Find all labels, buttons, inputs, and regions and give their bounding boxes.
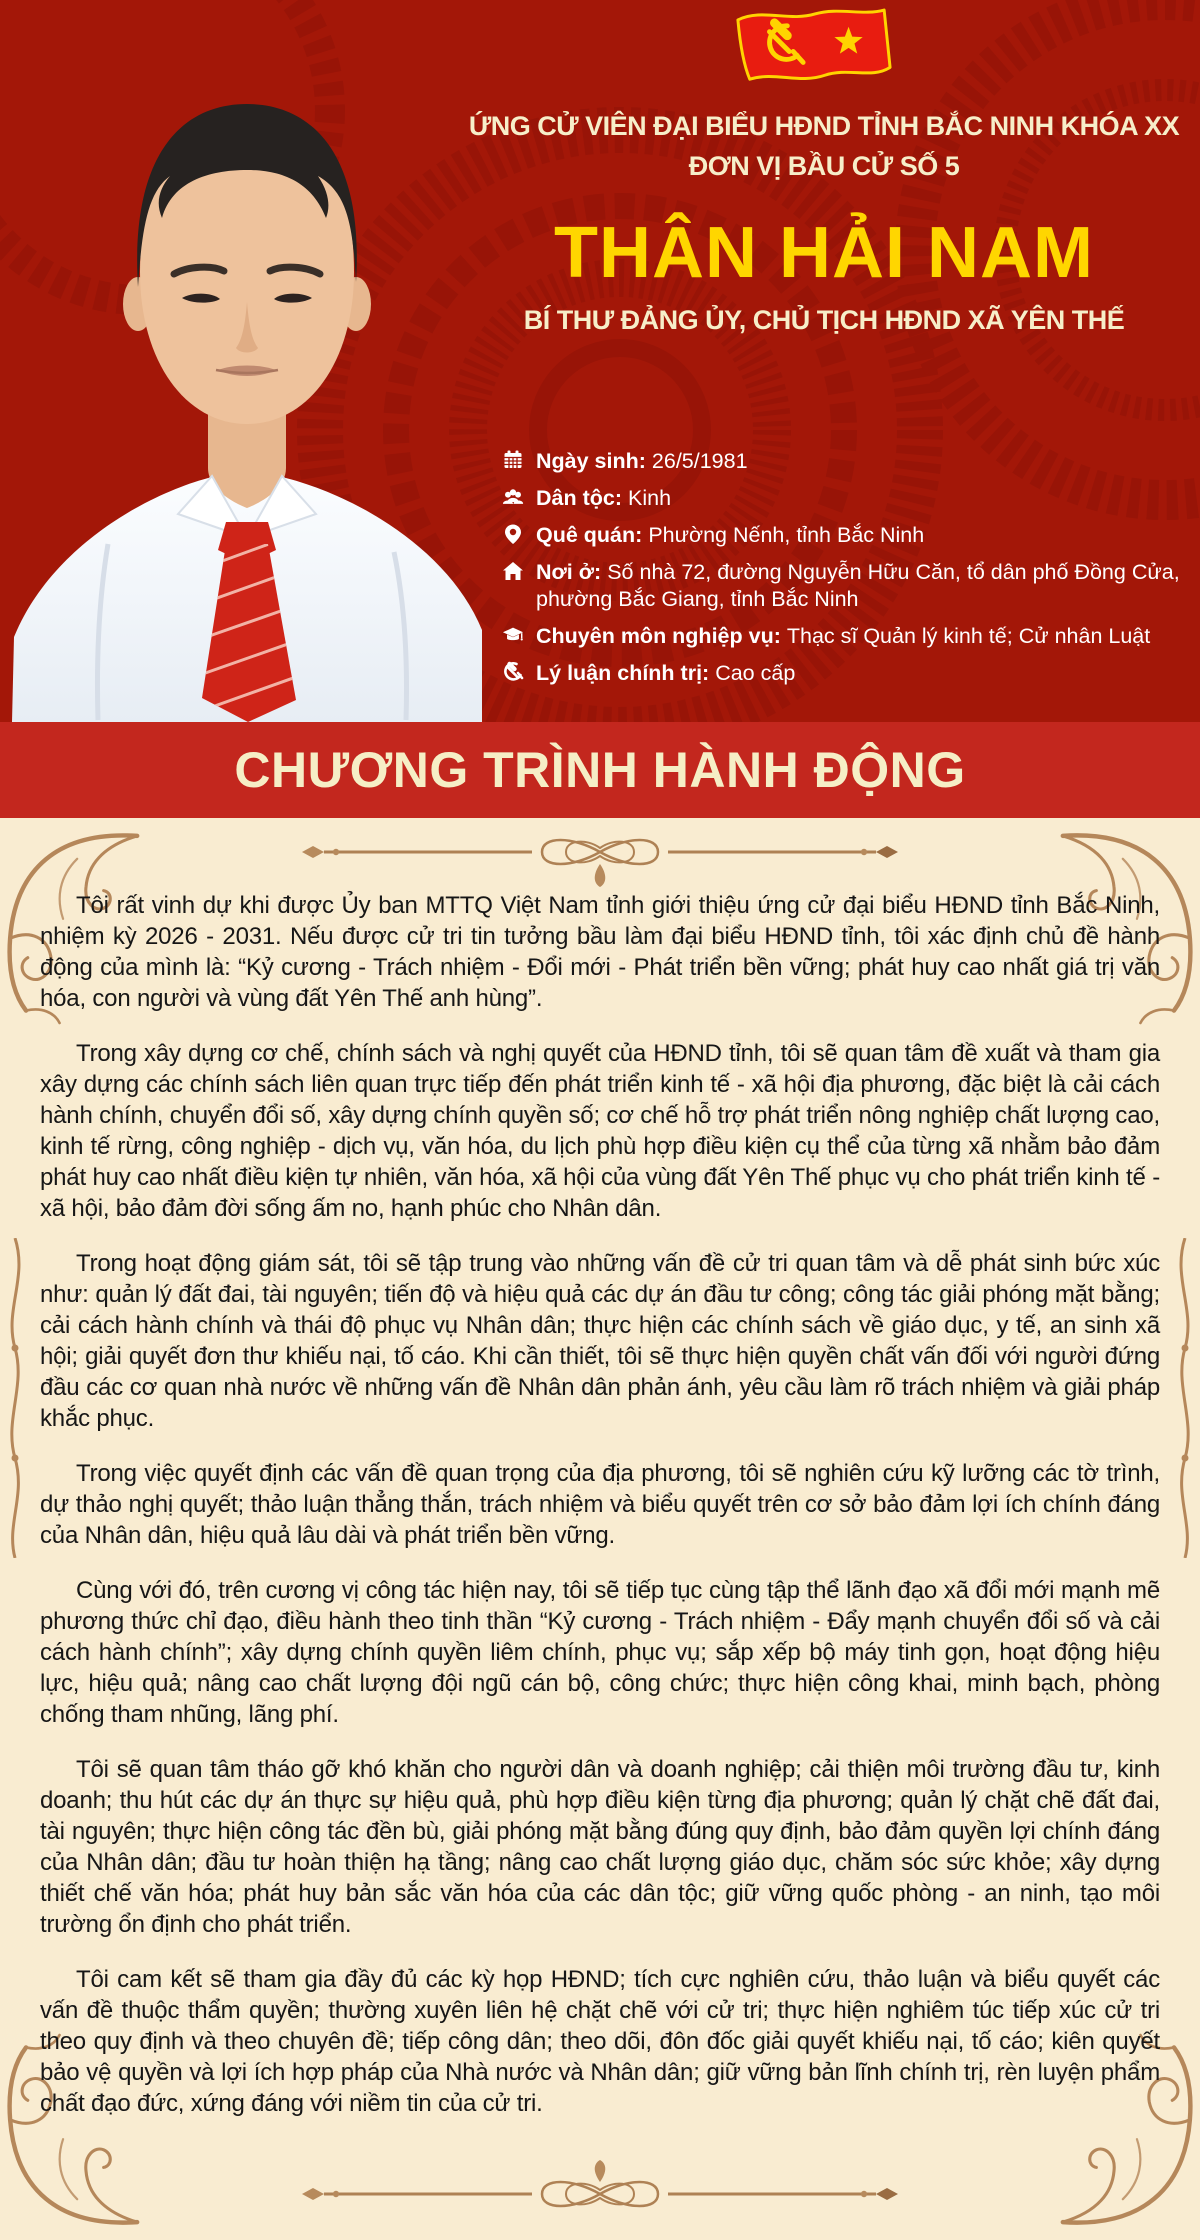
info-label: Nơi ở: — [536, 560, 602, 584]
hammer-sickle-icon — [502, 661, 526, 685]
header-line-1: ỨNG CỬ VIÊN ĐẠI BIỂU HĐND TỈNH BẮC NINH KHÓA XX — [468, 111, 1180, 141]
action-program-text — [40, 890, 1160, 2143]
top-section — [0, 0, 1200, 722]
info-value: 26/5/1981 — [651, 449, 748, 473]
info-label: Quê quán: — [536, 523, 643, 547]
paragraph: Tôi cam kết sẽ tham gia đầy đủ các kỳ họp HĐND; tích cực nghiên cứu, thảo luận và biểu quyết các vấn đề thuộc thẩm quyền; thường xuyên liên hệ chặt chẽ với cử tri; thực hiện nghiêm túc tiếp xúc cử tri theo quy định và theo chuyên đề; tiếp công dân; theo dõi, đôn đốc giải quyết khiếu nại, tố cáo; kiên quyết bảo vệ quyền và lợi ích hợp pháp của Nhà nước và Nhân dân; giữ vững bản lĩnh chính trị, rèn luyện phẩm chất đạo đức, xứng đáng với niềm tin của cử tri. — [40, 1966, 1160, 2117]
candidate-position: BÍ THƯ ĐẢNG ỦY, CHỦ TỊCH HĐND XÃ YÊN THẾ — [523, 305, 1125, 335]
section-title-band — [0, 722, 1200, 818]
action-program-section — [0, 818, 1200, 2240]
users-icon — [502, 486, 526, 510]
paragraph: Trong hoạt động giám sát, tôi sẽ tập trung vào những vấn đề cử tri quan tâm và dễ phát sinh bức xúc như: quản lý đất đai, tài nguyên; tiến độ và hiệu quả các dự án đầu tư công; công tác giải phóng mặt bằng; cải cách hành chính và thái độ phục vụ Nhân dân; thực hiện các chính sách về giáo dục, y tế, an sinh xã hội; giải quyết đơn thư khiếu nại, tố cáo. Khi cần thiết, tôi sẽ thực hiện quyền chất vấn đối với người đứng đầu các cơ quan nhà nước về những vấn đề Nhân dân phản ánh, yêu cầu làm rõ trách nhiệm và giải pháp khắc phục. — [40, 1250, 1160, 1432]
header-block — [452, 0, 1196, 338]
personal-info-list — [502, 448, 1198, 697]
section-title: CHƯƠNG TRÌNH HÀNH ĐỘNG — [234, 742, 966, 798]
map-marker-icon — [502, 523, 526, 547]
divider-ornament — [280, 826, 920, 892]
info-row-hometown — [502, 522, 1198, 549]
graduation-cap-icon — [502, 624, 526, 648]
info-value: Kinh — [628, 486, 672, 510]
info-value: Cao cấp — [715, 661, 796, 685]
side-flourish-decoration — [2, 1238, 28, 1558]
header-line-2: ĐƠN VỊ BẦU CỬ SỐ 5 — [688, 151, 960, 181]
paragraph: Cùng với đó, trên cương vị công tác hiện nay, tôi sẽ tiếp tục cùng tập thể lãnh đạo xã đổi mới mạnh mẽ phương thức chỉ đạo, điều hành theo tinh thần “Kỷ cương - Trách nhiệm - Đẩy mạnh chuyển đổi số và cải cách hành chính”; xây dựng chính quyền liêm chính, phục vụ; sắp xếp bộ máy tinh gọn, hoạt động hiệu lực, hiệu quả; nâng cao chất lượng đội ngũ cán bộ, công chức; thực hiện công khai, minh bạch, phòng chống tham nhũng, lãng phí. — [40, 1577, 1160, 1728]
calendar-icon — [502, 449, 526, 473]
info-label: Dân tộc: — [536, 486, 622, 510]
candidate-name: THÂN HẢI NAM — [554, 213, 1094, 293]
info-row-political-theory — [502, 660, 1198, 687]
info-label: Ngày sinh: — [536, 449, 646, 473]
info-row-residence — [502, 559, 1198, 613]
info-row-qualification — [502, 623, 1198, 650]
divider-ornament — [280, 2158, 920, 2224]
side-flourish-decoration — [1172, 1238, 1198, 1558]
info-row-birthdate — [502, 448, 1198, 475]
paragraph: Tôi rất vinh dự khi được Ủy ban MTTQ Việt Nam tỉnh giới thiệu ứng cử đại biểu HĐND tỉnh Bắc Ninh, nhiệm kỳ 2026 - 2031. Nếu được cử tri tin tưởng bầu làm đại biểu HĐND tỉnh, tôi xác định chủ đề hành động của mình là: “Kỷ cương - Trách nhiệm - Đổi mới - Phát triển bền vững; phát huy cao nhất giá trị văn hóa, con người và vùng đất Yên Thế anh hùng”. — [40, 892, 1160, 1012]
paragraph: Trong việc quyết định các vấn đề quan trọng của địa phương, tôi sẽ nghiên cứu kỹ lưỡng các tờ trình, dự thảo nghị quyết; thảo luận thẳng thắn, trách nhiệm và biểu quyết trên cơ sở bảo đảm lợi ích chính đáng của Nhân dân, hiệu quả lâu dài và phát triển bền vững. — [40, 1460, 1160, 1549]
home-icon — [502, 560, 526, 584]
info-value: Thạc sĩ Quản lý kinh tế; Cử nhân Luật — [786, 624, 1151, 648]
info-value: Phường Nếnh, tỉnh Bắc Ninh — [648, 523, 925, 547]
info-row-ethnicity — [502, 485, 1198, 512]
candidate-photo — [12, 52, 482, 722]
paragraph: Tôi sẽ quan tâm tháo gỡ khó khăn cho người dân và doanh nghiệp; cải thiện môi trường đầu tư, kinh doanh; thu hút các dự án thực sự hiệu quả, phù hợp điều kiện từng địa phương; quản lý chặt chẽ đất đai, tài nguyên; thực hiện công tác đền bù, giải phóng mặt bằng đúng quy định, bảo đảm quyền lợi chính đáng của Nhân dân; đầu tư hoàn thiện hạ tầng; nâng cao chất lượng giáo dục, chăm sóc sức khỏe; xây dựng thiết chế văn hóa; phát huy bản sắc văn hóa của các dân tộc; giữ vững quốc phòng - an ninh, tạo môi trường ổn định cho phát triển. — [40, 1756, 1160, 1938]
info-label: Lý luận chính trị: — [536, 661, 710, 685]
info-label: Chuyên môn nghiệp vụ: — [536, 624, 781, 648]
paragraph: Trong xây dựng cơ chế, chính sách và nghị quyết của HĐND tỉnh, tôi sẽ quan tâm đề xuất và tham gia xây dựng các chính sách liên quan trực tiếp đến phát triển kinh tế - xã hội địa phương, đặc biệt là cải cách hành chính, chuyển đổi số, xây dựng chính quyền số; cơ chế hỗ trợ phát triển nông nghiệp chất lượng cao, kinh tế rừng, công nghiệp - dịch vụ, văn hóa, du lịch phù hợp điều kiện cụ thể của từng xã nhằm bảo đảm phát huy cao nhất điều kiện tự nhiên, văn hóa, xã hội của vùng đất Yên Thế phục vụ cho phát triển kinh tế - xã hội, bảo đảm đời sống ấm no, hạnh phúc cho Nhân dân. — [40, 1040, 1160, 1222]
info-value: Số nhà 72, đường Nguyễn Hữu Căn, tổ dân phố Đồng Cửa, phường Bắc Giang, tỉnh Bắc Ninh — [536, 560, 1180, 611]
